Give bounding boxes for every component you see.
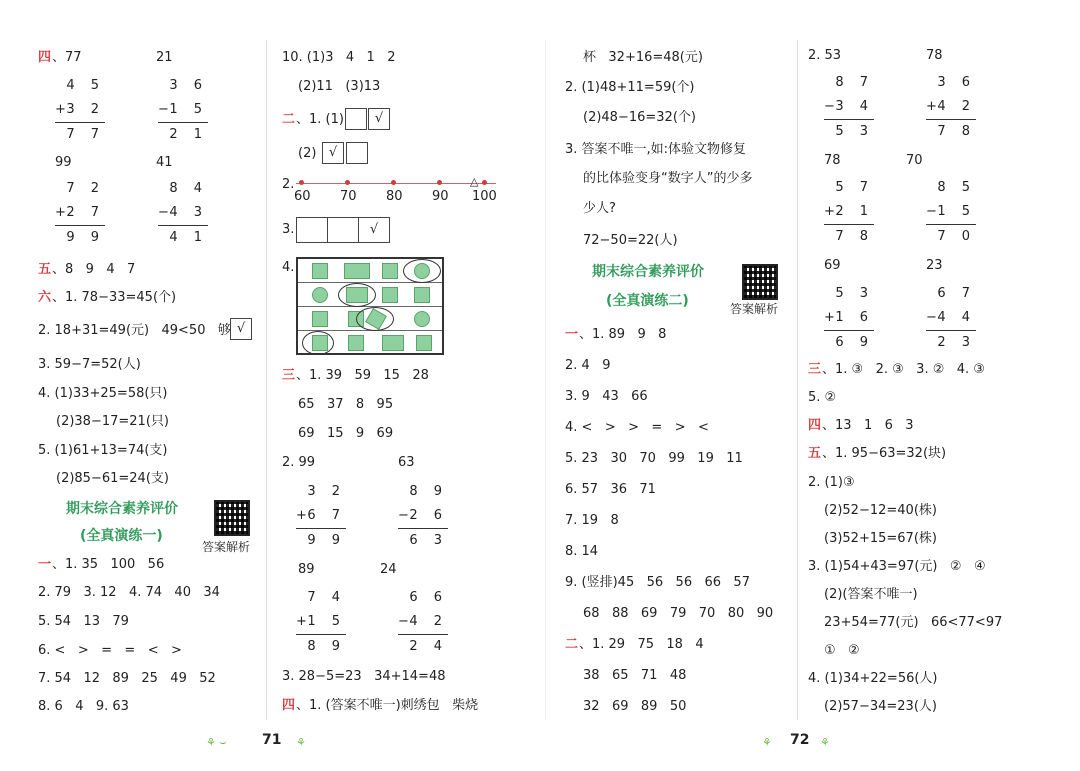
page-number: 72 [790, 732, 810, 748]
answer-line: 、1. 35 100 56 [52, 557, 165, 572]
section-marker: 三 [282, 368, 296, 383]
question-label: 3. [282, 222, 295, 237]
answer-line: 6. < > = = < > [38, 643, 182, 658]
answer-line: 7. 19 8 [565, 513, 619, 528]
vertical-calculation: 3 6 − 1 5 2 1 [158, 78, 208, 142]
answer-line: 8. 6 4 9. 63 [38, 699, 129, 714]
answer-box [346, 142, 368, 164]
answer-box [296, 217, 328, 243]
answer-line: 3. (1)54+43=97(元) ② ④ [808, 559, 986, 574]
sphere-icon [312, 287, 328, 303]
answer-line: ① ② [824, 643, 860, 658]
vertical-calculation: 8 9 − 2 6 6 3 [398, 484, 448, 548]
question-label: 4. [282, 260, 295, 275]
answer-line: 、1. 95−63=32(块) [822, 446, 947, 461]
shape-classification-grid [296, 257, 444, 355]
answer-line: 5. (1)61+13=74(支) [38, 443, 168, 458]
section-marker: 四 [808, 418, 822, 433]
answer-line: 69 [824, 258, 841, 273]
answer-line: 89 [298, 562, 315, 577]
cube-icon [312, 311, 328, 327]
page-number: 71 [262, 732, 282, 748]
answer-line: 6. 57 36 71 [565, 482, 656, 497]
number-line-label: 70 [340, 189, 357, 204]
answer-line: 、1. 29 75 18 4 [579, 637, 704, 652]
number-line-dot [482, 180, 487, 185]
answer-line: 、1. (1) [296, 112, 344, 127]
answer-line: (3)52+15=67(株) [824, 531, 937, 546]
vertical-calculation: 7 4 + 1 5 8 9 [296, 590, 346, 654]
answer-line: 2. 18+31=49(元) 49<50 够 [38, 323, 231, 338]
answer-line: (2) [298, 146, 317, 161]
section-marker: 二 [565, 637, 579, 652]
answer-box-group [296, 217, 390, 243]
leaf-icon: ⚘ [820, 736, 830, 749]
answer-line: 3. 9 43 66 [565, 389, 648, 404]
answer-line: 杯 32+16=48(元) [583, 50, 703, 65]
answer-line: 2. (1)48+11=59(个) [565, 80, 695, 95]
answer-line: (2)11 (3)13 [298, 79, 381, 94]
answer-line: 、8 9 4 7 [52, 262, 136, 277]
answer-line: 65 37 8 95 [298, 397, 394, 412]
answer-line: 99 [55, 155, 72, 170]
answer-line: 3. 答案不唯一,如:体验文物修复 [565, 142, 747, 157]
cylinder-icon [414, 287, 430, 303]
section-subtitle: (全真演练一) [80, 528, 163, 544]
answer-line: 的比体验变身“数字人”的少多 [583, 171, 753, 186]
answer-line: 3. 59−7=52(人) [38, 357, 141, 372]
answer-line: 23+54=77(元) 66<77<97 [824, 615, 1003, 630]
answer-line: 4. < > > = > < [565, 420, 709, 435]
answer-line: (2)57−34=23(人) [824, 699, 937, 714]
circled-answer [356, 307, 394, 331]
answer-line: 、1. 89 9 8 [579, 327, 667, 342]
answer-line: 32 69 89 50 [583, 699, 687, 714]
column-divider [266, 40, 267, 720]
cuboid-icon [382, 335, 404, 351]
answer-line: 9. (竖排)45 56 56 66 57 [565, 575, 750, 590]
number-line-dot [299, 180, 304, 185]
answer-line: 4. (1)33+25=58(只) [38, 386, 168, 401]
answer-line: 、1. 78−33=45(个) [52, 290, 177, 305]
column-divider [797, 40, 798, 720]
answer-line: (2)52−12=40(株) [824, 503, 937, 518]
vertical-calculation: 8 5 − 1 5 7 0 [926, 180, 976, 244]
answer-line: 、13 1 6 3 [822, 418, 914, 433]
answer-line: 2. 53 [808, 48, 842, 63]
answer-line: 69 15 9 69 [298, 426, 394, 441]
answer-line: 38 65 71 48 [583, 668, 687, 683]
sphere-icon [414, 311, 430, 327]
answer-line: 23 [926, 258, 943, 273]
answer-line: 7. 54 12 89 25 49 52 [38, 671, 216, 686]
vertical-calculation: 3 2 + 6 7 9 9 [296, 484, 346, 548]
section-title: 期末综合素养评价 [66, 501, 178, 517]
answer-box [345, 108, 367, 130]
answer-line: 8. 14 [565, 544, 599, 559]
answer-line: 、1. 39 59 15 28 [296, 368, 429, 383]
answer-line: 、77 [52, 50, 82, 65]
number-line [296, 183, 496, 184]
vertical-calculation: 4 5 + 3 2 7 7 [55, 78, 105, 142]
section-subtitle: (全真演练二) [606, 293, 689, 309]
section-marker: 二 [282, 112, 296, 127]
qr-code-icon [214, 500, 250, 536]
number-line-dot [391, 180, 396, 185]
vertical-calculation: 5 3 + 1 6 6 9 [824, 286, 874, 350]
number-line-dot [345, 180, 350, 185]
section-marker: 一 [38, 557, 52, 572]
answer-box [327, 217, 359, 243]
number-line-label: 90 [432, 189, 449, 204]
answer-line: 24 [380, 562, 397, 577]
page-fold [545, 40, 546, 720]
triangle-icon: △ [470, 175, 479, 188]
vertical-calculation: 7 2 + 2 7 9 9 [55, 181, 105, 245]
answer-line: 少人? [583, 201, 616, 216]
section-marker: 四 [282, 698, 296, 713]
vertical-calculation: 8 4 − 4 3 4 1 [158, 181, 208, 245]
section-marker: 三 [808, 362, 822, 377]
answer-line: 78 [926, 48, 943, 63]
answer-line: 5. 54 13 79 [38, 614, 129, 629]
number-line-label: 100 [472, 189, 497, 204]
leaf-icon: ⚘ ⌣ [206, 736, 227, 749]
section-title: 期末综合素养评价 [592, 264, 704, 280]
answer-line: 3. 28−5=23 34+14=48 [282, 669, 446, 684]
cube-icon [382, 287, 398, 303]
number-line-dot [437, 180, 442, 185]
answer-line: 、1. (答案不唯一)刺绣包 柴烧 [296, 698, 479, 713]
circled-answer [403, 259, 441, 283]
answer-line: 4. (1)34+22=56(人) [808, 671, 938, 686]
vertical-calculation: 6 7 − 4 4 2 3 [926, 286, 976, 350]
answer-line: 2. (1)③ [808, 475, 855, 490]
number-line-label: 80 [386, 189, 403, 204]
vertical-calculation: 3 6 + 4 2 7 8 [926, 75, 976, 139]
answer-line: (2)85−61=24(支) [56, 471, 169, 486]
leaf-icon: ⚘ [296, 736, 306, 749]
qr-code-icon [742, 264, 778, 300]
cube-icon [348, 335, 364, 351]
answer-box: √ [358, 217, 390, 243]
cube-icon [416, 335, 432, 351]
answer-line: 10. (1)3 4 1 2 [282, 50, 396, 65]
answer-line: 5. 23 30 70 99 19 11 [565, 451, 743, 466]
section-marker: 五 [38, 262, 52, 277]
cylinder-icon [312, 263, 328, 279]
answer-line: 68 88 69 79 70 80 90 [583, 606, 774, 621]
vertical-calculation: 6 6 − 4 2 2 4 [398, 590, 448, 654]
qr-caption: 答案解析 [730, 302, 779, 316]
section-marker: 一 [565, 327, 579, 342]
answer-box: √ [368, 108, 390, 130]
section-marker: 五 [808, 446, 822, 461]
answer-line: 2. 79 3. 12 4. 74 40 34 [38, 585, 220, 600]
answer-line: 72−50=22(人) [583, 233, 678, 248]
answer-line: (2)38−17=21(只) [56, 414, 169, 429]
answer-line: 5. ② [808, 390, 837, 405]
leaf-icon: ⚘ [762, 736, 772, 749]
answer-line: 2. 4 9 [565, 358, 611, 373]
answer-line: 78 [824, 153, 841, 168]
section-marker: 六 [38, 290, 52, 305]
question-label: 2. [282, 177, 295, 192]
cuboid-icon [344, 263, 370, 279]
cube-icon [382, 263, 398, 279]
answer-line: 63 [398, 455, 415, 470]
vertical-calculation: 5 7 + 2 1 7 8 [824, 180, 874, 244]
answer-line: 21 [156, 50, 173, 65]
answer-box: √ [230, 318, 252, 340]
answer-line: 、1. ③ 2. ③ 3. ② 4. ③ [822, 362, 985, 377]
vertical-calculation: 8 7 − 3 4 5 3 [824, 75, 874, 139]
circled-answer [338, 283, 376, 307]
answer-line: 41 [156, 155, 173, 170]
answer-line: (2)(答案不唯一) [824, 587, 918, 602]
answer-line: 2. 99 [282, 455, 316, 470]
answer-box: √ [322, 142, 344, 164]
number-line-label: 60 [294, 189, 311, 204]
section-marker: 四 [38, 50, 52, 65]
qr-caption: 答案解析 [202, 540, 251, 554]
answer-line: (2)48−16=32(个) [583, 110, 696, 125]
answer-line: 70 [906, 153, 923, 168]
circled-answer [302, 331, 334, 355]
